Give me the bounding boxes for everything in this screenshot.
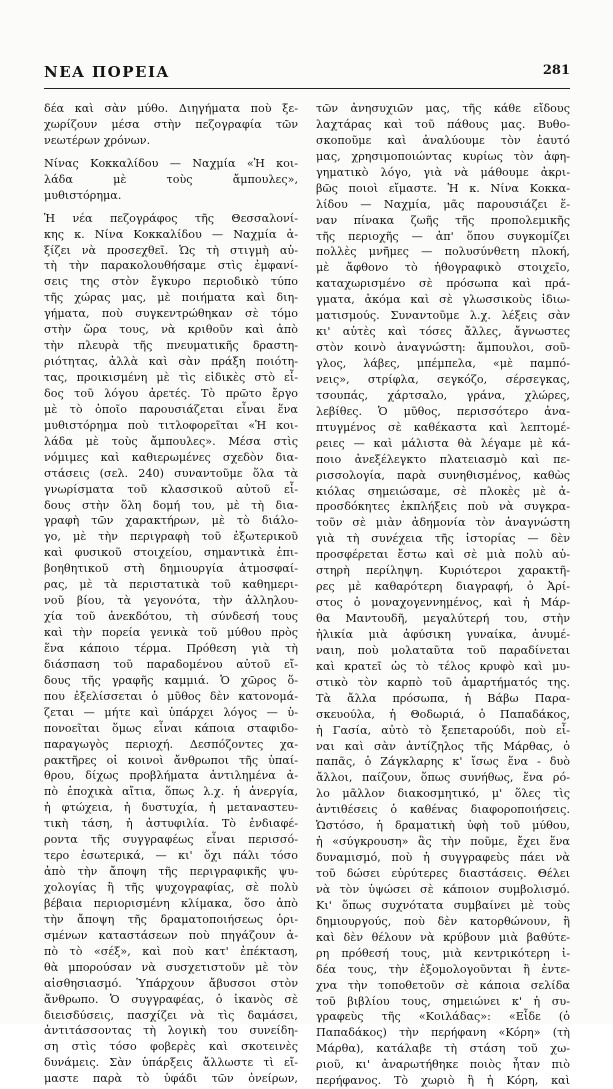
text-line: ποιο ἀνεξέλεγκτο πλατειασμὸ καὶ πε- bbox=[316, 452, 570, 466]
text-line: δέα καὶ σὰν μύθο. Διηγήματα ποὺ ξε- bbox=[44, 102, 298, 115]
text-line: χία τοῦ ἀνεκδότου, τὴ σύνδεσή τους bbox=[44, 610, 298, 624]
text-line: τοῦ δώσει εὐρύτερες διαστάσεις. Θέλει bbox=[316, 867, 570, 880]
text-line: ἀπὸ τὴν ἄποψη τῆς περιγραφικῆς ψυ- bbox=[44, 865, 298, 879]
text-line: μυθιστόρημα ποὺ τιτλοφορεῖται «Ἡ κοι- bbox=[44, 418, 298, 432]
paragraph-gap bbox=[44, 149, 298, 156]
text-line: Κι' ὅπως συχνότατα συμβαίνει μὲ τοὺς bbox=[316, 898, 570, 912]
text-line: τὴν πλευρὰ τῆς πνευματικῆς δραστη- bbox=[44, 339, 298, 353]
text-line: θα Μαντουδῆ, μεγαλύτερή του, στὴν bbox=[316, 612, 570, 625]
right-column bbox=[316, 101, 570, 1089]
text-line: ἡ Γασία, αὐτὸ τὸ ξεπεταρούδι, ποὺ εἶ- bbox=[316, 723, 570, 737]
header-rule bbox=[44, 88, 570, 89]
text-line: νοῦ βίου, τὰ γεγονότα, τὴν ἀλληλου- bbox=[44, 594, 298, 608]
text-line: ρη πρόθεσή τους, μιὰ κεντρικότερη ἰ- bbox=[316, 946, 570, 960]
text-line: πολλὲς μνῆμες — πολυσύνθετη πλοκή, bbox=[316, 245, 570, 259]
text-line: νὰ τὸν ὑψώσει σὲ κάποιον συμβολισμό. bbox=[316, 882, 570, 896]
text-line: σμένων καταστάσεων ποὺ πηγάζουν ἀ- bbox=[44, 928, 298, 942]
text-line: χολογίας ἢ τῆς ψυχογραφίας, σὲ πολὺ bbox=[44, 881, 298, 894]
text-line: ἀντιτάσσοντας τὴ λογικὴ του συνείδη- bbox=[44, 1024, 298, 1038]
text-line: ξίζει νὰ προσεχθεῖ. Ὡς τὴ στιγμὴ αὐ- bbox=[44, 243, 298, 257]
text-line: αἰσθησιασμό. Ὑπάρχουν ἄβυσσοι στὸν bbox=[44, 976, 298, 990]
text-line: μὲ τὸ ὁποῖο παρουσιάζεται εἶναι ἕνα bbox=[44, 402, 298, 416]
text-line: λαχτάρας καὶ τοῦ πάθους μας. Βυθο- bbox=[316, 117, 570, 131]
text-line: γήματα, ποὺ συγκεντρώθηκαν σὲ τόμο bbox=[44, 307, 298, 321]
page-header bbox=[44, 63, 570, 85]
text-line: καταχωρισμένο σὲ πρόσωπα καὶ πρά- bbox=[316, 277, 570, 291]
text-line: λάδα μὲ τοὺς ἄμπουλες». Μέσα στὶς bbox=[44, 434, 298, 448]
text-line: Ὡστόσο, ἡ δραματικὴ ὑφὴ τοῦ μύθου, bbox=[316, 819, 570, 833]
text-line: λίδου — Ναχμία, μᾶς παρουσιάζει ἕ- bbox=[316, 197, 570, 211]
left-column bbox=[44, 101, 298, 1087]
text-line: δέα τους, τὴν ἐξομολογοῦνται ἢ ἐντε- bbox=[316, 962, 570, 976]
text-line: τας, προικισμένη μὲ τὶς εἰδικὲς στὸ εἶ- bbox=[44, 371, 298, 384]
text-line: δυναμισμό, ποὺ ἡ συγγραφεὺς πάει νὰ bbox=[316, 851, 570, 865]
text-line: Τὰ ἄλλα πρόσωπα, ἡ Βάβω Παρα- bbox=[316, 691, 570, 705]
text-line: παραγωγὸς περιοχή. Δεσπόζοντες χα- bbox=[44, 737, 298, 751]
text-line: κιόλας σημειώσαμε, σὲ πλοκὲς μὲ ἀ- bbox=[316, 484, 570, 498]
paragraph-gap bbox=[44, 204, 298, 211]
text-line: τικὴ τάση, ἡ ἀστυφιλία. Τὸ ἐνδιαφέ- bbox=[44, 817, 298, 831]
text-line: Νίνας Κοκκαλίδου — Ναχμία «Ἡ κοι- bbox=[44, 156, 298, 170]
text-line: σκευούλα, ἡ Θοδωριά, ὁ Παπαδάκος, bbox=[316, 707, 570, 721]
text-line: ἡ φτώχεια, ἡ δυστυχία, ἡ μεταναστευ- bbox=[44, 801, 298, 815]
text-line: τῆς περιοχῆς — ἀπ' ὅπου συγκομίζει bbox=[316, 229, 570, 243]
text-line: περήφανος. Τὸ χωριὸ ἢ ἡ Κόρη, καὶ bbox=[316, 1074, 570, 1088]
text-line: γο, μὲ τὴν περιγραφὴ τοῦ ἐξωτερικοῦ bbox=[44, 530, 298, 544]
text-line: τὴν ἄποψη τῆς δραματοποιήσεως ὁρι- bbox=[44, 912, 298, 926]
text-line: καὶ φυσικοῦ στοιχείου, σημαντικὰ ἐπι- bbox=[44, 546, 298, 560]
running-head: ΝΕΑ ΠΟΡΕΙΑ bbox=[44, 63, 170, 81]
text-line: στάσεις (σελ. 240) συναντοῦμε ὅλα τὰ bbox=[44, 466, 298, 480]
text-line: θὰ μπορούσαν νὰ συσχετιστοῦν μὲ τὸν bbox=[44, 960, 298, 974]
text-line: γηματικὸ λόγο, γιὰ νὰ μάθουμε ἀκρι- bbox=[316, 165, 570, 179]
text-line: δους τῆς γραφῆς καμμιά. Ὁ χῶρος ὅ- bbox=[44, 673, 298, 687]
text-line: δυνάμεις. Σὰν ὑπάρξεις ἄλλωστε τὶ εἴ- bbox=[44, 1056, 298, 1070]
text-line: στηρὴ περίληψη. Κυριότεροι χαρακτῆ- bbox=[316, 564, 570, 578]
text-line: χνα τὴν τοποθετοῦν σὲ κάποια σελίδα bbox=[316, 978, 570, 992]
text-line: θρου, δίχως προβλήματα ἀντιλημένα ἀ- bbox=[44, 769, 298, 783]
text-line: παπᾶς, ὁ Ζάγκλαρης κ' ἴσως ἕνα - δυὸ bbox=[316, 755, 570, 769]
text-line: ρας, μὲ τὰ περιστατικὰ τοῦ καθημερι- bbox=[44, 578, 298, 592]
text-line: βοηθητικοῦ στὴ δημιουργία ἀτμοσφαί- bbox=[44, 562, 298, 576]
text-line: τοῦ βιβλίου τους, σημειώνει κ' ἡ συ- bbox=[316, 994, 570, 1008]
text-line: πτυγμένος σὲ καθέκαστα καὶ λεπτομέ- bbox=[316, 420, 570, 434]
text-line: ριότητας, ἀλλὰ καὶ σὰν πράξη ποιότη- bbox=[44, 355, 298, 369]
text-line: προσδόκητες ἐκπλήξεις ποὺ νὰ συγκρα- bbox=[316, 500, 570, 514]
text-line: δημιουργούς, ποὺ δὲν κατορθώνουν, ἢ bbox=[316, 914, 570, 928]
text-line: καὶ τὴν πορεία γενικὰ τοῦ μύθου πρὸς bbox=[44, 626, 298, 639]
text-line: νόμιμες καὶ καθιερωμένες σχεδὸν δια- bbox=[44, 450, 298, 464]
text-line: γιὰ τὴ συνέχεια τῆς ἱστορίας — δὲν bbox=[316, 532, 570, 546]
text-line: σεις της στὸν ἔγκυρο περιοδικὸ τύπο bbox=[44, 275, 298, 289]
text-line: χωρίζουν μέσα στὴν πεζογραφία τῶν bbox=[44, 117, 298, 131]
text-line: δους στὴν ὅλη δομή του, μὲ τὴ δια- bbox=[44, 498, 298, 512]
text-line: ζεται — μήτε καὶ ὑπάρχει λόγος — ὑ- bbox=[44, 705, 298, 719]
text-line: γματα, ἀκόμα καὶ σὲ γλωσσικοὺς ἰδιω- bbox=[316, 293, 570, 307]
text-line: τσουπάς, χάρτσαλο, γράνα, χλώρες, bbox=[316, 388, 570, 402]
text-line: ἕνα κάποιο τέρμα. Πρόθεση γιὰ τὴ bbox=[44, 641, 298, 655]
text-line: γραφεὺς τῆς «Κοιλάδας»: «Εἶδε (ὁ bbox=[316, 1010, 570, 1024]
text-line: μὲ ἄφθονο τὸ ἠθογραφικὸ στοιχεῖο, bbox=[316, 261, 570, 275]
text-line: ἀντιθέσεις ὁ καθένας διαφοροποιήσεις. bbox=[316, 803, 570, 817]
text-line: νεωτέρων χρόνων. bbox=[44, 133, 151, 147]
text-line: τῶν ἀνησυχιῶν μας, τῆς κάθε εἴδους bbox=[316, 102, 570, 115]
text-line: που ἐξελίσσεται ὁ μῦθος δὲν κατονομά- bbox=[44, 689, 298, 703]
text-line: δος τοῦ λόγου ἀρετές. Τὸ πρῶτο ἔργο bbox=[44, 386, 298, 400]
text-line: γραφὴ τῶν χαρακτήρων, μὲ τὸ διάλο- bbox=[44, 514, 298, 528]
text-line: σκοποῦμε καὶ ἀναλύουμε τὸν ἑαυτό bbox=[316, 133, 570, 147]
text-line: ριοῦ, κι' ἀναρωτήθηκε ποιὸς ἦταν πιὸ bbox=[316, 1058, 570, 1072]
text-line: λάδα μὲ τοὺς ἄμπουλες», bbox=[44, 172, 298, 186]
text-line: Μάρθα), κατάλαβε τὴ στάση τοῦ χω- bbox=[316, 1042, 570, 1056]
text-line: κης κ. Νίνα Κοκκαλίδου — Ναχμία ἀ- bbox=[44, 227, 298, 241]
text-line: νεις», στρίφλα, σεγκόζο, σέρσεγκας, bbox=[316, 372, 570, 386]
text-line: γλος, λάβες, μπέμπελα, «μὲ παμπό- bbox=[316, 357, 570, 370]
text-line: τερο ἐσωτερικά, — κι' ὄχι πάλι τόσο bbox=[44, 849, 298, 863]
text-line: λεβίθες. Ὁ μῦθος, περισσότερο ἀνα- bbox=[316, 404, 570, 418]
text-line: στικὸ τὸν καρπὸ τοῦ ἁμαρτήματός της. bbox=[316, 675, 570, 689]
text-line: διάσπαση τοῦ παραδομένου αὐτοῦ εἴ- bbox=[44, 657, 298, 671]
text-line: ναν πίνακα ζωῆς τῆς προπολεμικῆς bbox=[316, 213, 570, 227]
text-line: τοῦν σὲ μιὰν ἀδημονία τὸν ἀναγνώστη bbox=[316, 516, 570, 530]
text-line: στος ὁ μοναχογεννημένος, καὶ ἡ Μάρ- bbox=[316, 596, 570, 610]
text-line: στὴν ὥρα τους, νὰ κριθοῦν καὶ ἀπὸ bbox=[44, 323, 298, 337]
text-line: Ἡ νέα πεζογράφος τῆς Θεσσαλονί- bbox=[44, 211, 298, 225]
text-line: βέβαια περιορισμένη κλίμακα, ὅσο ἀπὸ bbox=[44, 896, 298, 910]
text-line: γνωρίσματα τοῦ κλασσικοῦ αὐτοῦ εἶ- bbox=[44, 482, 298, 496]
text-line: ρειες — καὶ μάλιστα θὰ λέγαμε μὲ κά- bbox=[316, 436, 570, 450]
text-line: ροντα τῆς συγγραφέως εἶναι περισσό- bbox=[44, 833, 298, 847]
text-line: λο μᾶλλον διακοσμητικό, μ' ὅλες τὶς bbox=[316, 787, 570, 801]
text-line: ματισμούς. Συναντοῦμε λ.χ. λέξεις σὰν bbox=[316, 309, 570, 323]
text-line: Παπαδάκος) τὴν περήφανη «Κόρη» (τὴ bbox=[316, 1026, 570, 1040]
text-line: μαστε παρὰ τὸ ὑφάδι τῶν ὀνείρων, bbox=[44, 1072, 298, 1086]
text-line: προσφέρεται ἔστω καὶ σὲ μιὰ πολὺ αὐ- bbox=[316, 548, 570, 562]
text-line: μυθιστόρημα. bbox=[44, 188, 122, 202]
text-line: βῶς ποιοὶ εἴμαστε. Ἡ κ. Νίνα Κοκκα- bbox=[316, 181, 570, 195]
text-line: πὸ τὸ «σέξ», καὶ ποὺ κατ' ἐπέκταση, bbox=[44, 944, 298, 958]
text-line: ναιη, ποὺ μολαταῦτα τοῦ παραδίνεται bbox=[316, 643, 570, 657]
text-line: ναι καὶ σὰν ἀντίζηλος τῆς Μάρθας, ὁ bbox=[316, 739, 570, 753]
text-line: ἄνθρωπο. Ὁ συγγραφέας, ὁ ἱκανὸς σὲ bbox=[44, 992, 298, 1006]
text-line: πονοεῖται ὅμως εἶναι κάποια σταφιδο- bbox=[44, 721, 298, 735]
text-line: ση στὶς τόσο φοβερὲς καὶ σκοτεινὲς bbox=[44, 1040, 298, 1054]
text-line: ἡ «σύγκρουση» ἂς τὴν ποῦμε, ἔχει ἕνα bbox=[316, 835, 570, 849]
text-line: στὸν κοινὸ ἀναγνώστη: ἄμπουλοι, σοῦ- bbox=[316, 341, 570, 355]
text-line: καὶ κρατεῖ ὡς τὸ τέλος κρυφὸ καὶ μυ- bbox=[316, 659, 570, 673]
text-line: καὶ δὲν θέλουν νὰ κρύβουν μιὰ βαθύτε- bbox=[316, 930, 570, 944]
text-line: μας, χρησιμοποιώντας κυρίως τὸν ἀφη- bbox=[316, 149, 570, 163]
text-line: ρακτῆρες οἱ κοινοὶ ἄνθρωποι τῆς ὑπαί- bbox=[44, 753, 298, 767]
text-line: ἄλλοι, παίζουν, ὅπως συνήθως, ἕνα ρό- bbox=[316, 771, 570, 785]
text-line: ρισσολογία, παρὰ συνηθισμένος, καθὼς bbox=[316, 468, 570, 482]
text-line: ρες μὲ καθαρότερη διαγραφή, ὁ Ἀρί- bbox=[316, 580, 570, 594]
text-line: ἡλικία μιὰ ἀφύσικη γυναίκα, ἀνυμέ- bbox=[316, 627, 570, 641]
text-line: διεισδύσεις, πασχίζει νὰ τὶς δαμάσει, bbox=[44, 1008, 298, 1022]
text-line: πὸ ἐποχικὰ αἴτια, ὅπως λ.χ. ἡ ἀνεργία, bbox=[44, 785, 298, 799]
text-line: κι' αὐτὲς καὶ τόσες ἄλλες, ἄγνωστες bbox=[316, 325, 570, 339]
page-number: 281 bbox=[542, 63, 570, 78]
text-line: τὴ τὴν παρακολουθήσαμε στὶς ἐμφανί- bbox=[44, 259, 298, 273]
text-line: τῆς χώρας μας, μὲ ποιήματα καὶ διη- bbox=[44, 291, 298, 305]
